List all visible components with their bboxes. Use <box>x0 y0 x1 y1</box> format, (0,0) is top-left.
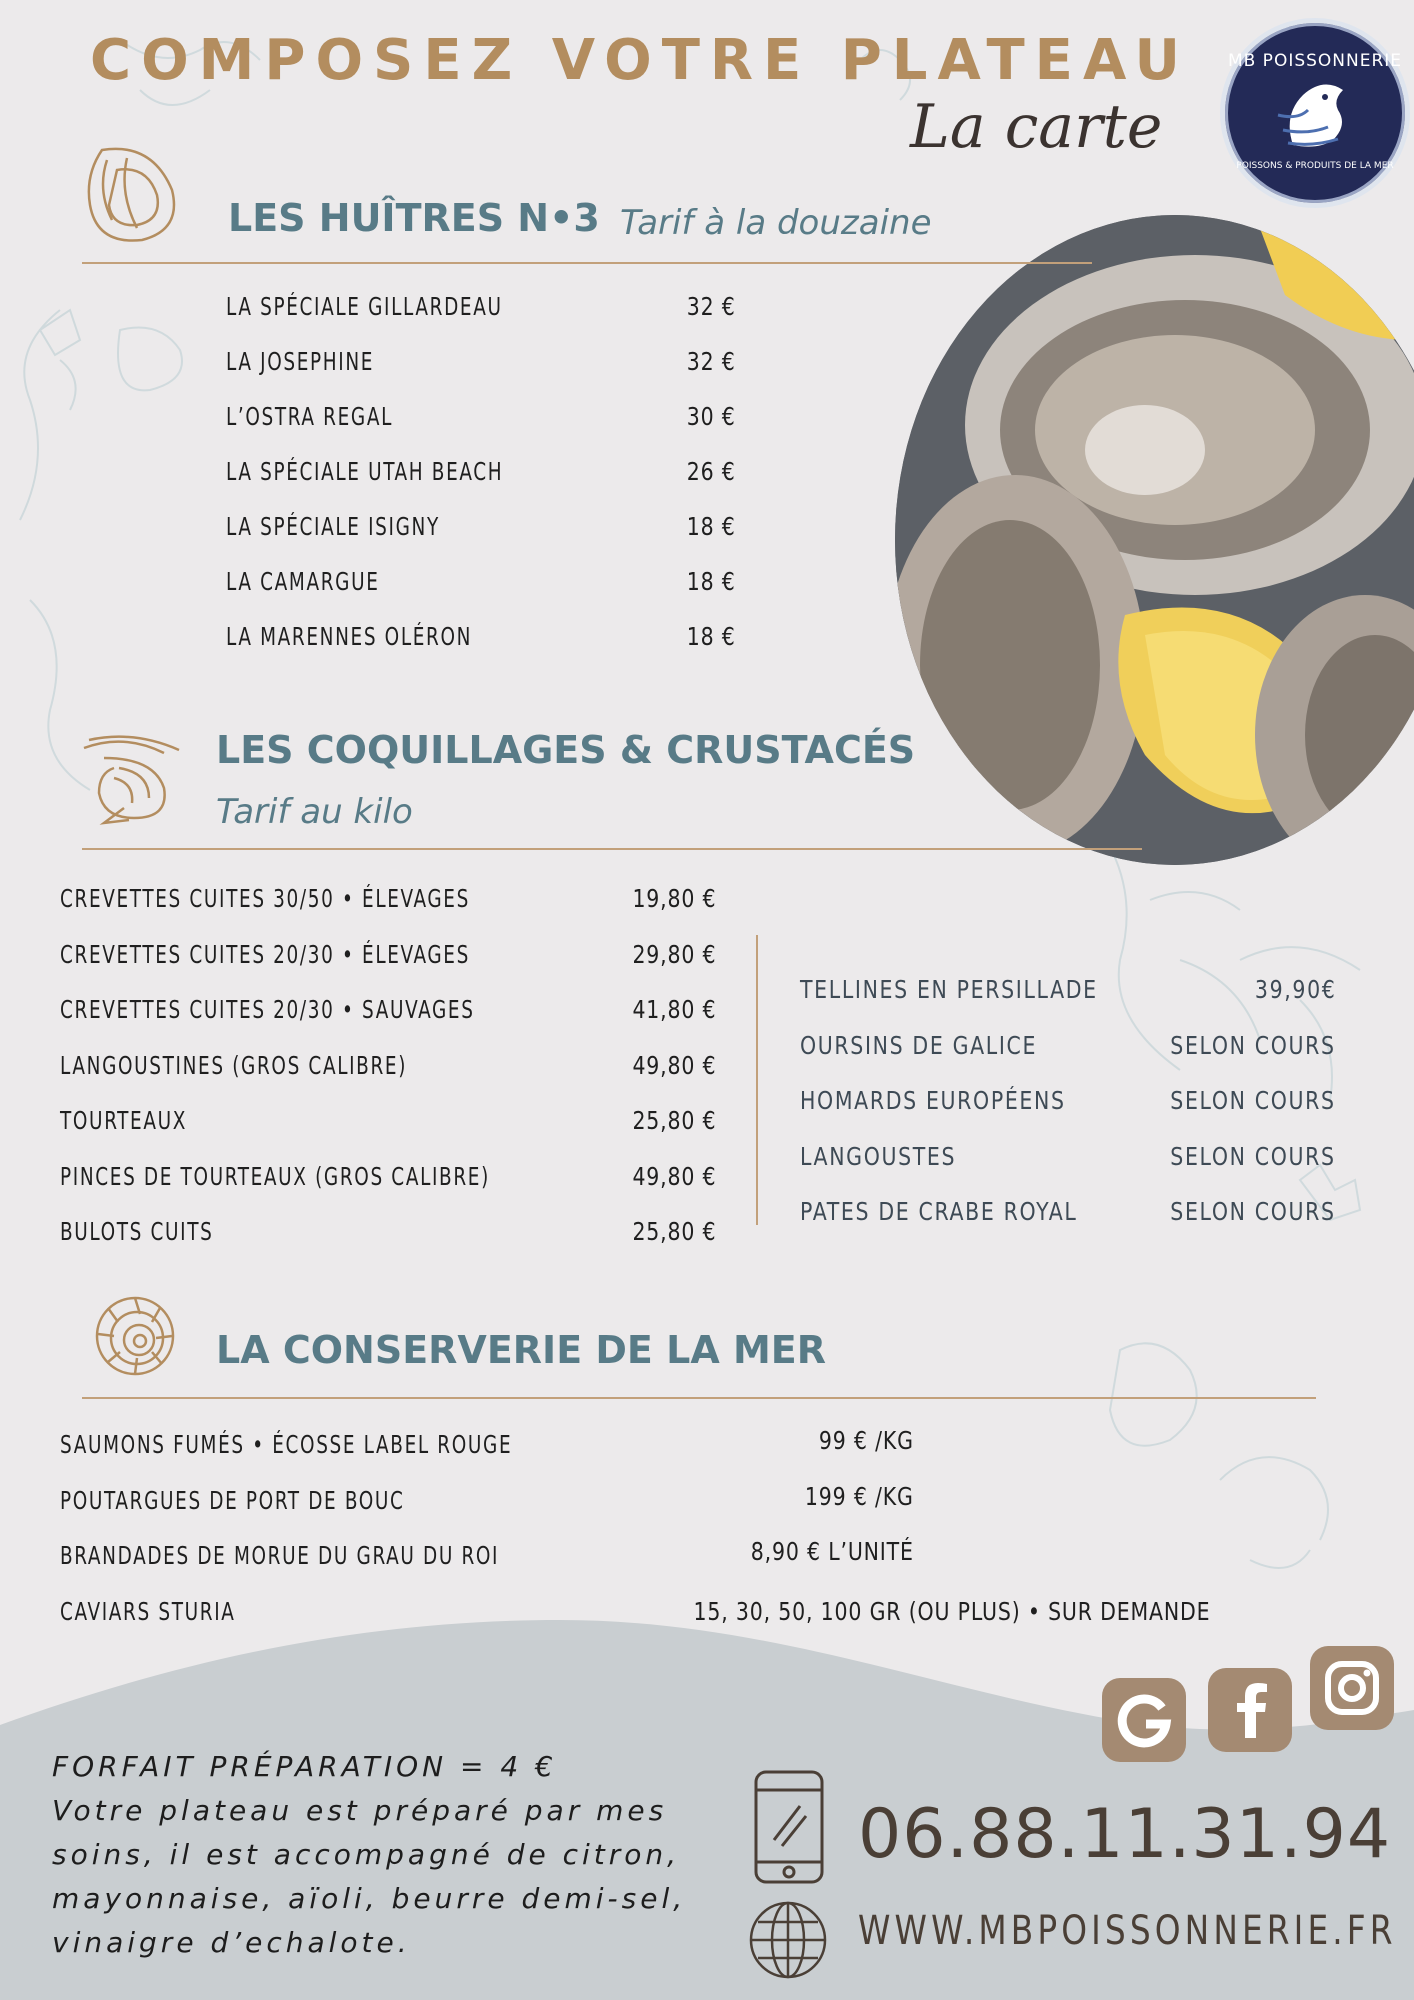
item-price: 49,80 € <box>632 1050 716 1080</box>
item-name: L’OSTRA REGAL <box>226 402 394 431</box>
item-price: SELON COURS <box>1170 1197 1336 1226</box>
item-price: 49,80 € <box>632 1161 716 1191</box>
item-price: 32 € <box>687 347 736 376</box>
list-item <box>226 512 736 567</box>
shellfish-divider <box>82 848 1142 850</box>
item-name: LA SPÉCIALE GILLARDEAU <box>226 292 503 321</box>
list-item <box>60 1106 716 1162</box>
item-price: 15, 30, 50, 100 GR (OU PLUS) • SUR DEMANDE <box>693 1596 1210 1626</box>
phone-number[interactable]: 06.88.11.31.94 <box>858 1795 1392 1874</box>
item-price: 25,80 € <box>632 1106 716 1135</box>
item-name: LA SPÉCIALE UTAH BEACH <box>226 457 504 486</box>
item-price: 99 € /KG <box>819 1426 914 1455</box>
item-price: SELON COURS <box>1170 1030 1336 1060</box>
list-item <box>800 1086 1336 1142</box>
item-price: 30 € <box>687 402 736 431</box>
list-item <box>226 292 736 347</box>
item-name: TELLINES EN PERSILLADE <box>800 975 1098 1004</box>
facebook-button[interactable] <box>1208 1668 1292 1752</box>
oysters-section-title: LES HUÎTRES N•3 <box>228 196 600 240</box>
item-name: LA JOSEPHINE <box>226 347 375 376</box>
item-name: HOMARDS EUROPÉENS <box>800 1086 1066 1115</box>
item-name: SAUMONS FUMÉS • ÉCOSSE LABEL ROUGE <box>60 1430 513 1459</box>
ammonite-shell-icon <box>90 1288 180 1383</box>
item-name: POUTARGUES DE PORT DE BOUC <box>60 1485 405 1515</box>
globe-icon <box>748 1900 828 1980</box>
list-item <box>226 622 736 677</box>
item-name: LANGOUSTES <box>800 1141 957 1171</box>
item-name: PINCES DE TOURTEAUX (GROS CALIBRE) <box>60 1161 490 1191</box>
list-item <box>800 1197 1336 1253</box>
item-price: 29,80 € <box>632 939 716 969</box>
oysters-divider <box>82 262 1092 264</box>
facebook-icon <box>1208 1668 1292 1752</box>
shellfish-section-tarif: Tarif au kilo <box>216 792 413 832</box>
list-item <box>60 1537 1210 1597</box>
item-name: CAVIARS STURIA <box>60 1596 236 1626</box>
website-link[interactable]: WWW.MBPOISSONNERIE.FR <box>858 1908 1397 1954</box>
shellfish-list-left <box>60 884 716 1273</box>
preparation-info <box>52 1745 732 1965</box>
column-divider <box>756 935 758 1225</box>
list-item <box>800 975 1336 1031</box>
item-name: BULOTS CUITS <box>60 1217 214 1246</box>
list-item <box>800 1031 1336 1087</box>
item-name: LA SPÉCIALE ISIGNY <box>226 512 440 541</box>
item-name: LA CAMARGUE <box>226 567 380 596</box>
preparation-description: Votre plateau est préparé par mes soins, il est accompagné de citron, mayonnaise, aïoli, beurre demi-sel, vinaigre d’echalote. <box>52 1794 687 1959</box>
item-name: LA MARENNES OLÉRON <box>226 622 473 651</box>
list-item <box>226 457 736 512</box>
item-price: 32 € <box>687 292 736 321</box>
list-item <box>60 1162 716 1218</box>
google-button[interactable] <box>1102 1678 1186 1762</box>
shellfish-section-title: LES COQUILLAGES & CRUSTACÉS <box>216 728 916 772</box>
item-price: 18 € <box>687 567 736 596</box>
list-item <box>60 940 716 996</box>
preparation-fee: FORFAIT PRÉPARATION = 4 € <box>52 1750 557 1783</box>
list-item <box>60 1217 716 1273</box>
list-item <box>60 1051 716 1107</box>
item-price: 39,90€ <box>1254 975 1336 1004</box>
list-item <box>60 995 716 1051</box>
item-price: 25,80 € <box>632 1217 716 1246</box>
item-name: LANGOUSTINES (GROS CALIBRE) <box>60 1050 408 1080</box>
item-name: CREVETTES CUITES 20/30 • SAUVAGES <box>60 995 475 1024</box>
item-price: 18 € <box>687 622 736 651</box>
list-item <box>60 1426 1210 1486</box>
page-title: COMPOSEZ VOTRE PLATEAU <box>89 28 1191 93</box>
list-item <box>226 567 736 622</box>
item-price: SELON COURS <box>1170 1141 1336 1171</box>
brand-logo <box>1220 18 1410 208</box>
instagram-button[interactable] <box>1310 1646 1394 1730</box>
item-name: TOURTEAUX <box>60 1106 188 1135</box>
oysters-section-tarif: Tarif à la douzaine <box>620 203 932 243</box>
item-price: SELON COURS <box>1170 1086 1336 1115</box>
item-name: OURSINS DE GALICE <box>800 1030 1038 1060</box>
oysters-list <box>226 292 736 677</box>
oyster-shell-icon <box>82 140 182 245</box>
item-name: BRANDADES DE MORUE DU GRAU DU ROI <box>60 1541 500 1570</box>
item-name: PATES DE CRABE ROYAL <box>800 1197 1078 1226</box>
list-item <box>60 884 716 940</box>
shellfish-list-right <box>800 975 1336 1253</box>
phone-icon <box>752 1770 826 1886</box>
fish-icon <box>1273 75 1357 155</box>
item-price: 19,80 € <box>632 884 716 913</box>
list-item <box>60 1481 1210 1542</box>
google-icon <box>1102 1678 1186 1762</box>
item-price: 26 € <box>687 457 736 486</box>
item-name: CREVETTES CUITES 20/30 • ÉLEVAGES <box>60 939 470 969</box>
instagram-icon <box>1310 1646 1394 1730</box>
list-item <box>800 1142 1336 1198</box>
conserverie-divider <box>82 1397 1316 1399</box>
logo-tagline: POISSONS & PRODUITS DE LA MER <box>1236 161 1394 171</box>
page-subtitle: La carte <box>910 92 1163 162</box>
item-price: 199 € /KG <box>805 1481 914 1511</box>
logo-brand-text: MB POISSONNERIE <box>1227 51 1403 71</box>
item-price: 41,80 € <box>632 995 716 1024</box>
conserverie-section-title: LA CONSERVERIE DE LA MER <box>216 1328 827 1372</box>
item-price: 8,90 € L’UNITÉ <box>750 1537 914 1566</box>
item-name: CREVETTES CUITES 30/50 • ÉLEVAGES <box>60 884 470 913</box>
list-item <box>226 347 736 402</box>
list-item <box>226 402 736 457</box>
shrimp-icon <box>74 728 184 828</box>
item-price: 18 € <box>687 512 736 541</box>
